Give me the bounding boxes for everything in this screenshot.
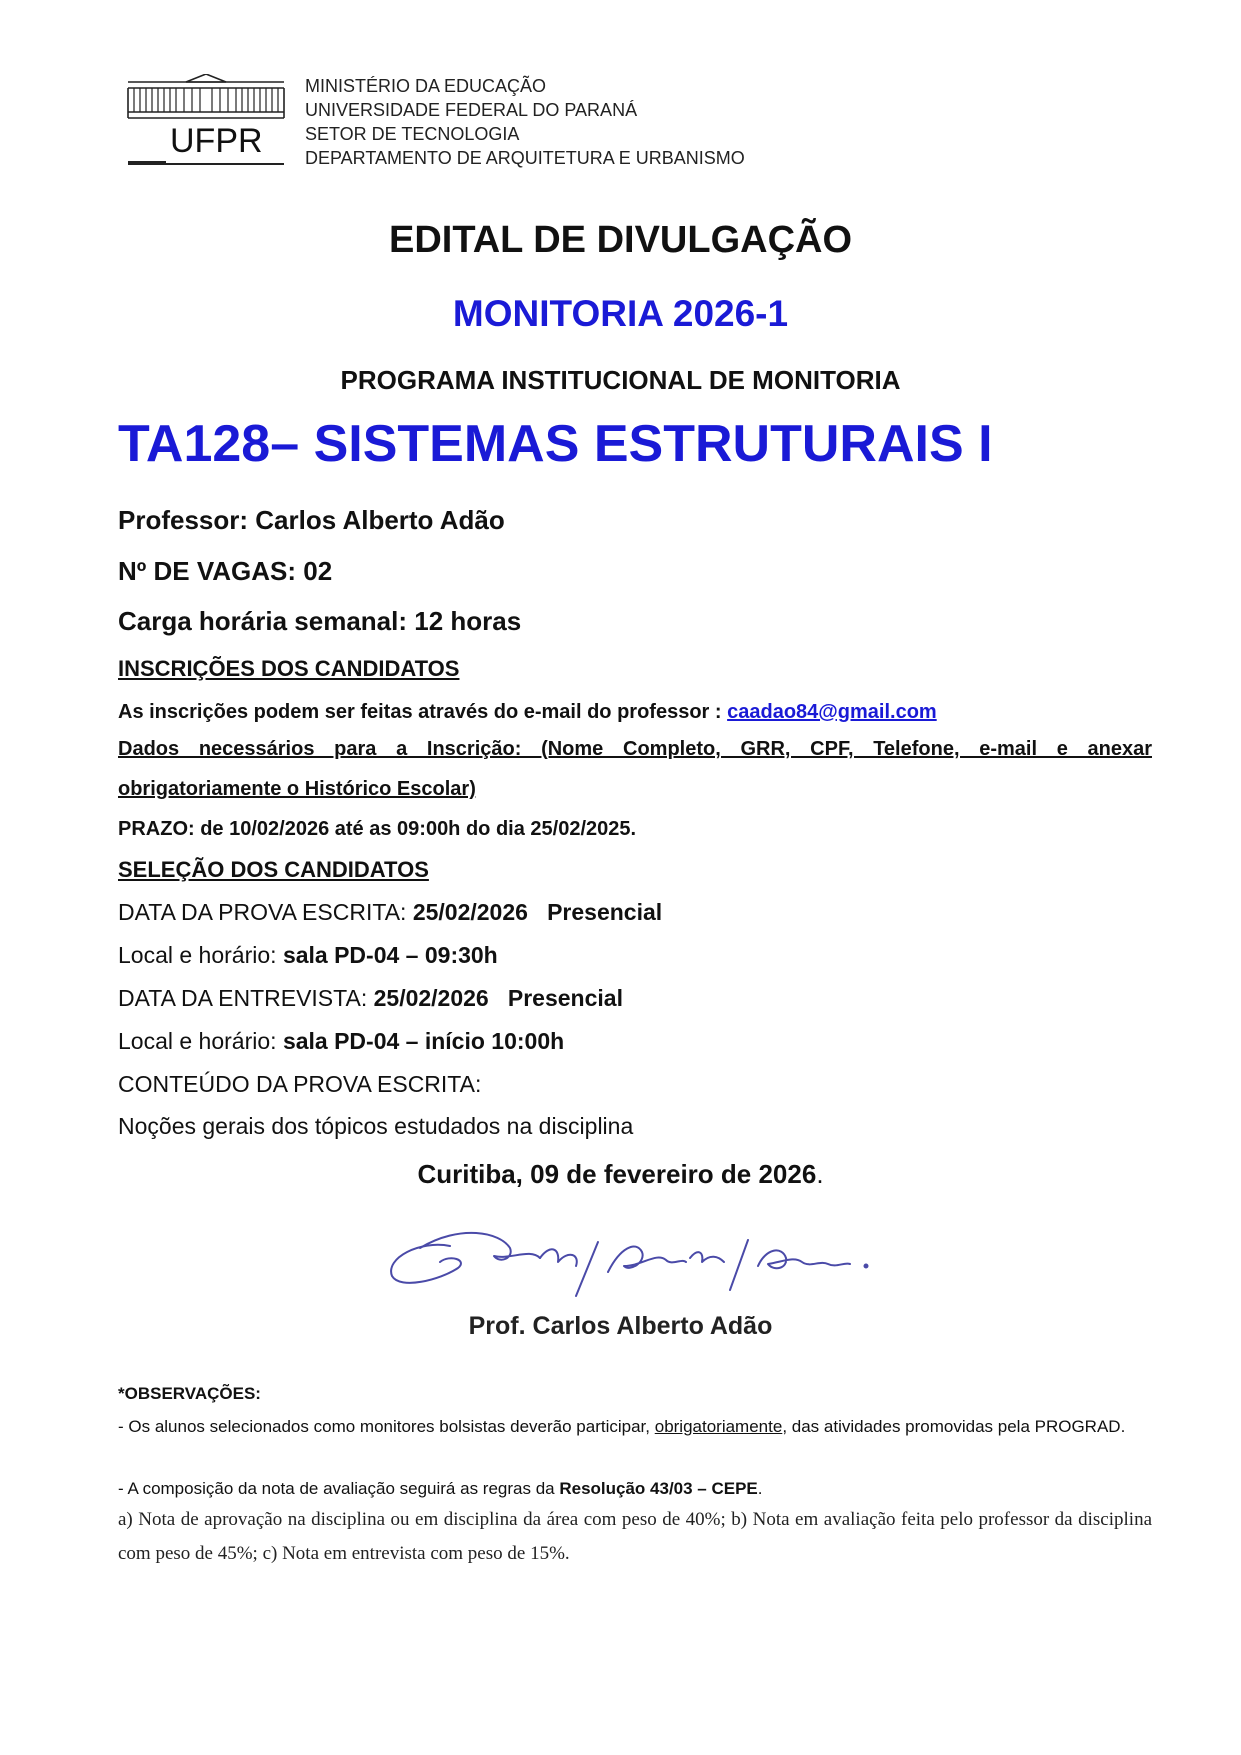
obs1-underline: obrigatoriamente [654,1417,783,1436]
institution-header [305,74,745,170]
vagas-line: Nº DE VAGAS: 02 [118,556,333,586]
inscricoes-heading: INSCRIÇÕES DOS CANDIDATOS [118,656,460,681]
prazo-line: PRAZO: de 10/02/2026 até as 09:00h do dia 25/02/2025. [118,818,637,840]
local2-line [118,1028,564,1055]
local1-line [118,942,498,969]
obs2-post: . [757,1479,763,1498]
email-text: As inscrições podem ser feitas através do e-mail do professor : [118,701,722,723]
obs2-pre: - A composição da nota de avaliação seguirá as regras da [118,1479,555,1498]
entrevista-value: 25/02/2026 Presencial [373,985,623,1011]
place-date-period: . [816,1159,824,1189]
obs1-pre: - Os alunos selecionados como monitores bolsistas deverão participar, [118,1417,650,1436]
document-title: EDITAL DE DIVULGAÇÃO [388,219,853,261]
header-line-sector: SETOR DE TECNOLOGIA [305,124,520,144]
observacao-item-2 [118,1473,1152,1504]
observacoes-heading: *OBSERVAÇÕES: [118,1384,261,1403]
prova-value: 25/02/2026 Presencial [412,899,663,925]
entrevista-label: DATA DA ENTREVISTA: [118,985,368,1011]
logo-text: UFPR [170,122,263,160]
professor-line: Professor: Carlos Alberto Adão [118,505,505,535]
ufpr-logo [126,74,286,166]
place-date [0,1159,1241,1190]
handwritten-signature [380,1218,880,1308]
document-subtitle: MONITORIA 2026-1 [452,293,789,334]
local2-label: Local e horário: [118,1028,277,1054]
dados-line-1: Dados necessários para a Inscrição: (Nome Completo, GRR, CPF, Telefone, e-mail e anexar [118,738,1152,760]
header-line-university: UNIVERSIDADE FEDERAL DO PARANÁ [305,100,638,120]
observacao-item-1 [118,1411,1152,1442]
conteudo-label: CONTEÚDO DA PROVA ESCRITA: [118,1071,482,1097]
observacao-item-3: a) Nota de aprovação na disciplina ou em disciplina da área com peso de 40%; b) Nota em avaliação feita pelo professor da disciplina com peso de 45%; c) Nota em entrevista com peso de 15%. [118,1509,1152,1564]
local1-value: sala PD-04 – 09:30h [282,942,498,968]
selecao-heading: SELEÇÃO DOS CANDIDATOS [118,857,429,882]
conteudo-value: Noções gerais dos tópicos estudados na disciplina [118,1113,634,1139]
local2-value: sala PD-04 – início 10:00h [282,1028,565,1054]
dados-line-2: obrigatoriamente o Histórico Escolar) [118,778,476,800]
obs1-post: , das atividades promovidas pela PROGRAD. [782,1417,1126,1436]
signature-name: Prof. Carlos Alberto Adão [468,1312,773,1340]
entrevista-line [118,985,623,1012]
email-line [118,701,937,724]
prova-line [118,899,662,926]
program-name: PROGRAMA INSTITUCIONAL DE MONITORIA [340,365,901,395]
professor-email-link[interactable]: caadao84@gmail.com [727,701,937,723]
local1-label: Local e horário: [118,942,277,968]
carga-line: Carga horária semanal: 12 horas [118,606,522,636]
header-line-department: DEPARTAMENTO DE ARQUITETURA E URBANISMO [305,148,745,168]
prova-label: DATA DA PROVA ESCRITA: [118,899,407,925]
course-title: TA128– SISTEMAS ESTRUTURAIS I [118,415,993,473]
place-date-text: Curitiba, 09 de fevereiro de 2026 [417,1159,817,1189]
header-line-ministry: MINISTÉRIO DA EDUCAÇÃO [305,76,547,96]
obs2-bold: Resolução 43/03 – CEPE [559,1479,758,1498]
